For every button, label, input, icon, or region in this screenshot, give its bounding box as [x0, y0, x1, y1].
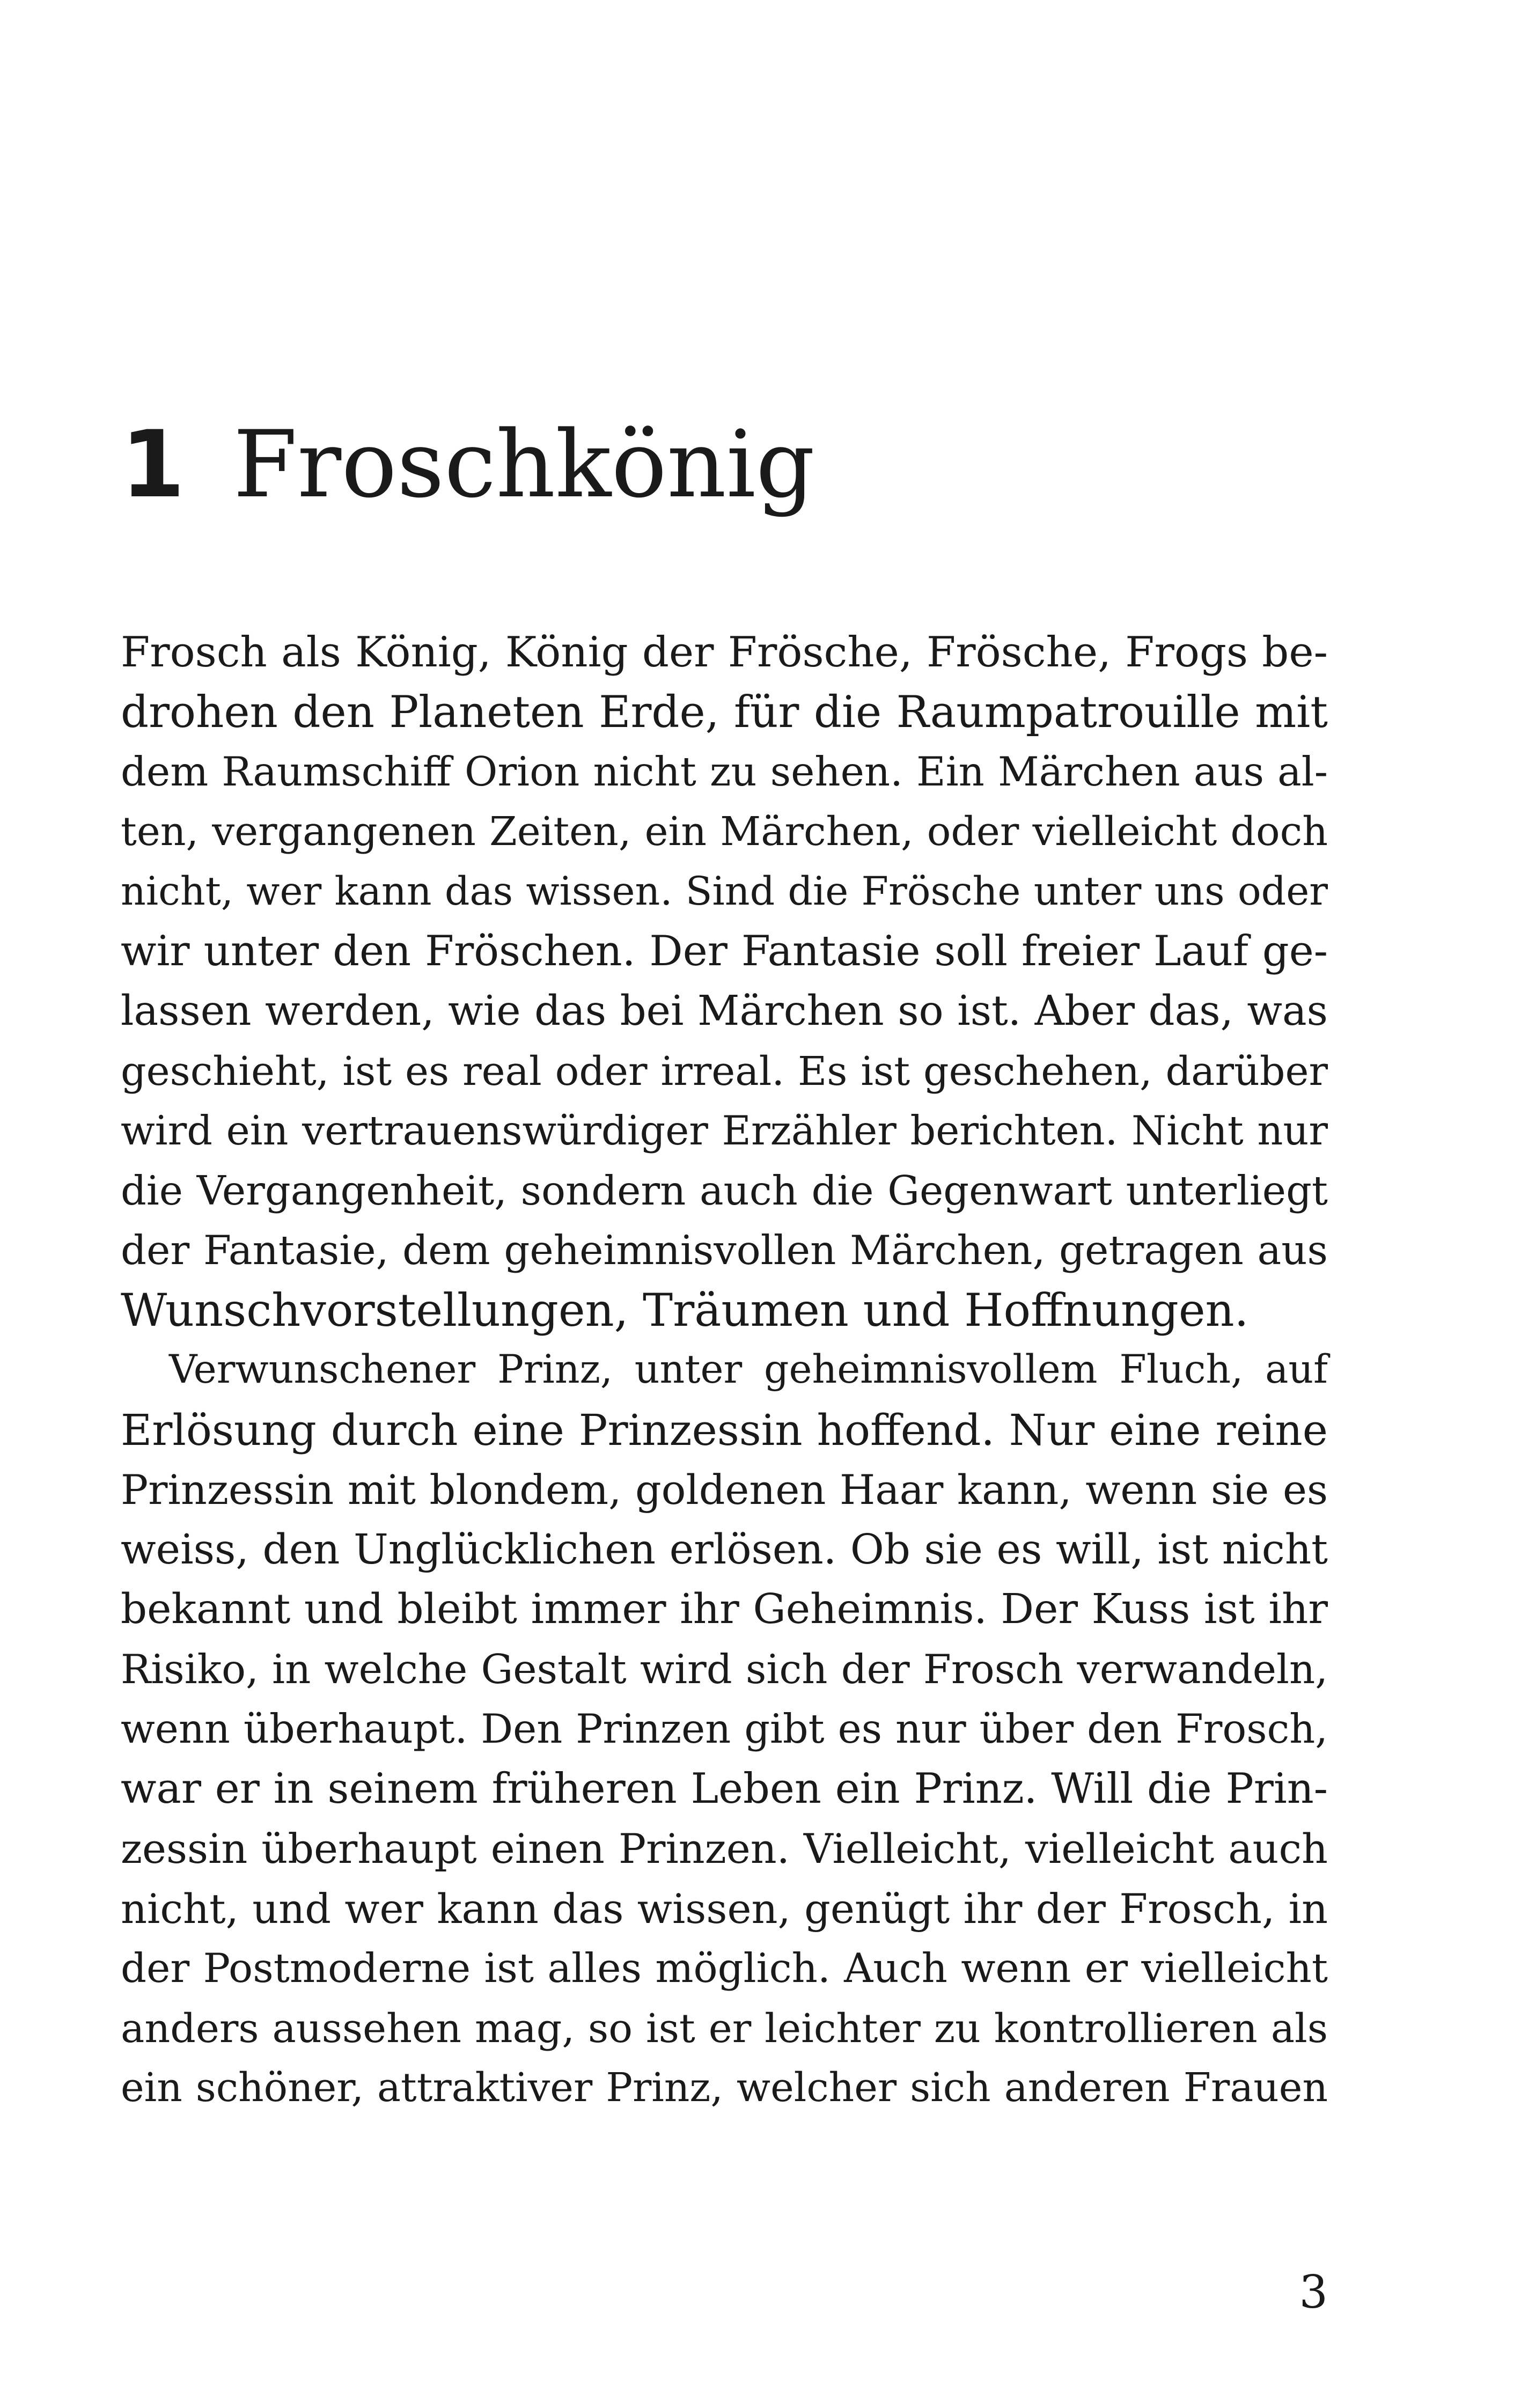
body-text [121, 622, 1328, 2118]
paragraph-2 [121, 1340, 1328, 2118]
text-line: Prinzessin mit blondem, goldenen Haar kann, wenn sie es [121, 1466, 1328, 1514]
text-line: ein schöner, attraktiver Prinz, welcher sich anderen Frauen [121, 2065, 1328, 2111]
chapter-heading [121, 410, 815, 518]
text-line: der Fantasie, dem geheimnisvollen Märchen, getragen aus [121, 1227, 1328, 1274]
text-line: geschieht, ist es real oder irreal. Es ist geschehen, darüber [121, 1047, 1328, 1095]
chapter-number: 1 [121, 410, 185, 518]
text-line: weiss, den Unglücklichen erlösen. Ob sie es will, ist nicht [121, 1525, 1328, 1574]
paragraph-1 [121, 622, 1328, 1340]
text-line: war er in seinem früheren Leben ein Prinz. Will die Prin- [121, 1764, 1328, 1813]
text-line: lassen werden, wie das bei Märchen so ist. Aber das, was [121, 987, 1328, 1035]
chapter-title: Froschkönig [233, 410, 815, 518]
text-line: der Postmoderne ist alles möglich. Auch wenn er vielleicht [121, 1944, 1328, 1992]
text-line: wir unter den Fröschen. Der Fantasie soll freier Lauf ge- [121, 927, 1328, 975]
text-line: Wunschvorstellungen, Träumen und Hoffnungen. [121, 1283, 1249, 1337]
text-line: Verwunschener Prinz, unter geheimnisvollem Fluch, auf [169, 1347, 1328, 1392]
text-line: Erlösung durch eine Prinzessin hoffend. Nur eine reine [121, 1405, 1328, 1455]
text-line: Frosch als König, König der Frösche, Frösche, Frogs be- [121, 628, 1328, 677]
text-line: wenn überhaupt. Den Prinzen gibt es nur über den Frosch, [121, 1706, 1328, 1752]
page-number: 3 [1299, 2266, 1328, 2318]
text-line: zessin überhaupt einen Prinzen. Vielleicht, vielleicht auch [121, 1825, 1328, 1873]
text-line: wird ein vertrauenswürdiger Erzähler berichten. Nicht nur [121, 1107, 1328, 1154]
text-line: dem Raumschiff Orion nicht zu sehen. Ein Märchen aus al- [121, 748, 1328, 795]
text-line: die Vergangenheit, sondern auch die Gegenwart unterliegt [121, 1167, 1328, 1214]
text-line: Risiko, in welche Gestalt wird sich der Frosch verwandeln, [121, 1646, 1328, 1693]
text-line: anders aussehen mag, so ist er leichter zu kontrollieren als [121, 2005, 1328, 2052]
text-line: drohen den Planeten Erde, für die Raumpatrouille mit [121, 686, 1328, 738]
text-line: ten, vergangenen Zeiten, ein Märchen, oder vielleicht doch [121, 808, 1328, 855]
text-line: nicht, und wer kann das wissen, genügt ihr der Frosch, in [121, 1884, 1328, 1933]
text-line: bekannt und bleibt immer ihr Geheimnis. Der Kuss ist ihr [121, 1585, 1328, 1633]
text-line: nicht, wer kann das wissen. Sind die Frösche unter uns oder [121, 869, 1328, 914]
